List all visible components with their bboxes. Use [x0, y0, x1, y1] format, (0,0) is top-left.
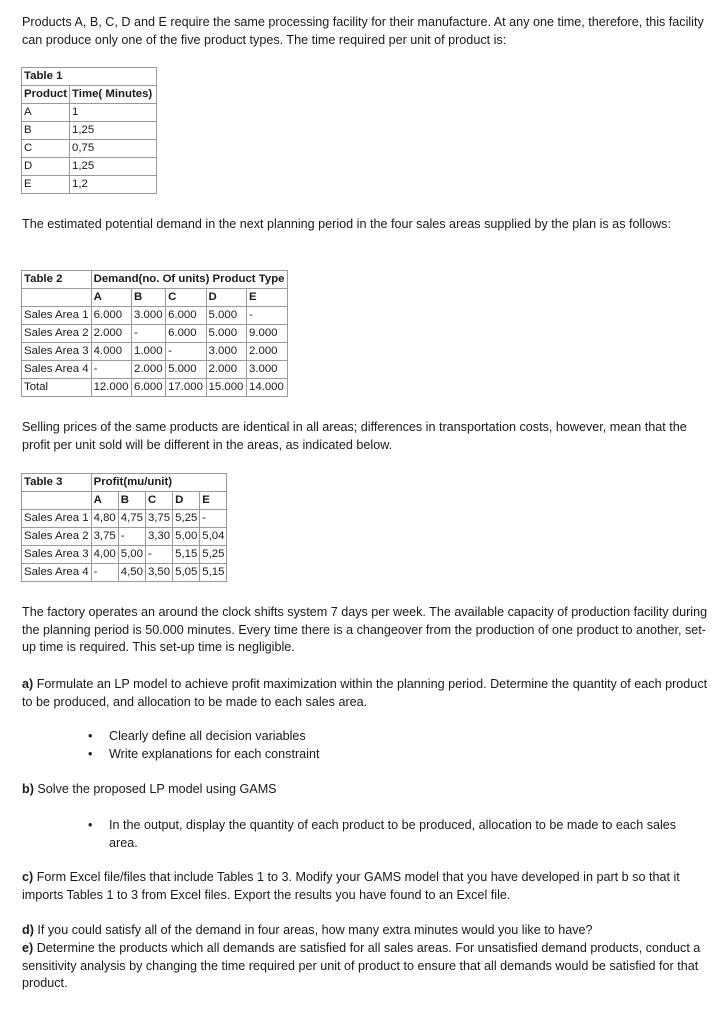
table-cell: 1,2	[70, 176, 157, 194]
question-d-text: If you could satisfy all of the demand in four areas, how many extra minutes would you like to have?	[37, 923, 593, 937]
table-cell: 2.000	[206, 361, 246, 379]
table-cell: -	[166, 343, 206, 361]
list-item: • In the output, display the quantity of each product to be produced, allocation to be made to each sales area.	[88, 817, 688, 852]
table-cell: 4,50	[118, 564, 145, 582]
row-label: Total	[22, 379, 92, 397]
table-cell: 14.000	[246, 379, 287, 397]
question-a-label: a)	[22, 677, 34, 691]
table-cell: 5.000	[166, 361, 206, 379]
table-2-title: Table 2	[22, 271, 92, 289]
intro-paragraph: Products A, B, C, D and E require the same processing facility for their manufacture. At any one time, therefore, this facility can produce only one of the five product types. The time required per unit of product is:	[22, 15, 704, 47]
question-b-text: Solve the proposed LP model using GAMS	[37, 782, 277, 796]
table-cell: 12.000	[91, 379, 131, 397]
table-2-col-b: B	[132, 289, 166, 307]
table-2-col-a: A	[91, 289, 131, 307]
table-cell: 9.000	[246, 325, 287, 343]
table-cell: 5,00	[118, 546, 145, 564]
question-a	[22, 676, 712, 711]
table-row	[22, 307, 288, 325]
table-cell: B	[22, 122, 70, 140]
table-cell: -	[118, 528, 145, 546]
question-a-bullets	[88, 728, 698, 763]
table-cell: 6.000	[91, 307, 131, 325]
table-3-col-e: E	[200, 492, 227, 510]
table-cell: D	[22, 158, 70, 176]
table-cell: 5,05	[173, 564, 200, 582]
table-cell: 1	[70, 104, 157, 122]
table-row	[22, 546, 227, 564]
table-3-col-b: B	[118, 492, 145, 510]
table-cell: 4,00	[91, 546, 118, 564]
table-cell: -	[132, 325, 166, 343]
table-row	[22, 510, 227, 528]
row-label: Sales Area 3	[22, 546, 92, 564]
table-cell: 4,80	[91, 510, 118, 528]
table-cell: 4,75	[118, 510, 145, 528]
table-3-col-d: D	[173, 492, 200, 510]
table-cell: A	[22, 104, 70, 122]
table-cell: 5.000	[206, 325, 246, 343]
table-cell: 3,75	[145, 510, 172, 528]
table-row	[22, 325, 288, 343]
table-1-header-time: Time( Minutes)	[70, 86, 157, 104]
table-cell: -	[145, 546, 172, 564]
list-item: • Clearly define all decision variables	[88, 728, 698, 746]
table-cell: -	[91, 564, 118, 582]
table-cell: 3,50	[145, 564, 172, 582]
table-cell: 6.000	[132, 379, 166, 397]
table-3-col-c: C	[145, 492, 172, 510]
table-cell: 6.000	[166, 325, 206, 343]
table-row	[22, 140, 157, 158]
table-1-header-product: Product	[22, 86, 70, 104]
question-e-label: e)	[22, 941, 34, 955]
table-row	[22, 379, 288, 397]
table-2-col-c: C	[166, 289, 206, 307]
factory-paragraph: The factory operates an around the clock shifts system 7 days per week. The available capacity of production facility during the planning period is 50.000 minutes. Every time there is a changeover from the production of one product to another, set-up time is required. This set-up time is negligible.	[22, 605, 708, 654]
table-row	[22, 343, 288, 361]
table-cell: 3,75	[91, 528, 118, 546]
table-2-col-d: D	[206, 289, 246, 307]
table-row	[22, 564, 227, 582]
question-b-label: b)	[22, 782, 34, 796]
table-row	[22, 122, 157, 140]
table-cell: -	[200, 510, 227, 528]
table-cell: 15.000	[206, 379, 246, 397]
table-cell: 4.000	[91, 343, 131, 361]
question-c	[22, 869, 712, 904]
question-e	[22, 940, 712, 993]
table-2-col-e: E	[246, 289, 287, 307]
question-c-text: Form Excel file/files that include Tables 1 to 3. Modify your GAMS model that you have developed in part b so that it imports Tables 1 to 3 from Excel files. Export the results you have found to an Excel file.	[22, 870, 680, 902]
table-1-title: Table 1	[22, 68, 157, 86]
demand-paragraph: The estimated potential demand in the next planning period in the four sales areas supplied by the plan is as follows:	[22, 217, 671, 231]
table-cell: 5,25	[200, 546, 227, 564]
table-cell: -	[246, 307, 287, 325]
table-row	[22, 528, 227, 546]
table-cell: 6.000	[166, 307, 206, 325]
question-d-label: d)	[22, 923, 34, 937]
table-3-title: Table 3	[22, 474, 92, 492]
table-cell: 1,25	[70, 122, 157, 140]
table-cell: 3.000	[246, 361, 287, 379]
table-cell: 5.000	[206, 307, 246, 325]
question-e-text: Determine the products which all demands are satisfied for all sales areas. For unsatisfied demand products, conduct a sensitivity analysis by changing the time required per unit of product to ensure that all demands would be satisfied for that product.	[22, 941, 701, 990]
table-row	[22, 104, 157, 122]
table-cell: -	[91, 361, 131, 379]
table-cell: 5,25	[173, 510, 200, 528]
table-cell: 5,15	[200, 564, 227, 582]
table-cell: 0,75	[70, 140, 157, 158]
table-cell: 3,30	[145, 528, 172, 546]
table-cell: 2.000	[91, 325, 131, 343]
question-a-text: Formulate an LP model to achieve profit maximization within the planning period. Determine the quantity of each product to be produced, and allocation to be made to each sales area.	[22, 677, 708, 709]
table-2-empty-corner	[22, 289, 92, 307]
question-b-bullets	[88, 817, 688, 852]
table-1	[21, 67, 157, 194]
list-item: • Write explanations for each constraint	[88, 746, 698, 764]
row-label: Sales Area 1	[22, 510, 92, 528]
table-cell: 5,15	[173, 546, 200, 564]
question-b	[22, 781, 712, 799]
table-3	[21, 473, 227, 582]
table-row	[22, 361, 288, 379]
table-3-col-a: A	[91, 492, 118, 510]
table-2	[21, 270, 288, 397]
table-3-empty-corner	[22, 492, 92, 510]
row-label: Sales Area 1	[22, 307, 92, 325]
table-cell: 3.000	[206, 343, 246, 361]
row-label: Sales Area 2	[22, 528, 92, 546]
table-2-heading: Demand(no. Of units) Product Type	[91, 271, 287, 289]
row-label: Sales Area 4	[22, 361, 92, 379]
prices-paragraph: Selling prices of the same products are identical in all areas; differences in transportation costs, however, mean that the profit per unit sold will be different in the areas, as indicated below.	[22, 420, 687, 452]
table-cell: 1,25	[70, 158, 157, 176]
table-cell: 5,00	[173, 528, 200, 546]
table-cell: 2.000	[246, 343, 287, 361]
table-cell: 2.000	[132, 361, 166, 379]
row-label: Sales Area 2	[22, 325, 92, 343]
question-d	[22, 922, 712, 940]
table-cell: 17.000	[166, 379, 206, 397]
table-cell: 5,04	[200, 528, 227, 546]
row-label: Sales Area 3	[22, 343, 92, 361]
table-cell: 1.000	[132, 343, 166, 361]
table-cell: C	[22, 140, 70, 158]
question-c-label: c)	[22, 870, 34, 884]
table-3-heading: Profit(mu/unit)	[91, 474, 227, 492]
table-cell: E	[22, 176, 70, 194]
table-row	[22, 176, 157, 194]
table-cell: 3.000	[132, 307, 166, 325]
table-row	[22, 158, 157, 176]
row-label: Sales Area 4	[22, 564, 92, 582]
